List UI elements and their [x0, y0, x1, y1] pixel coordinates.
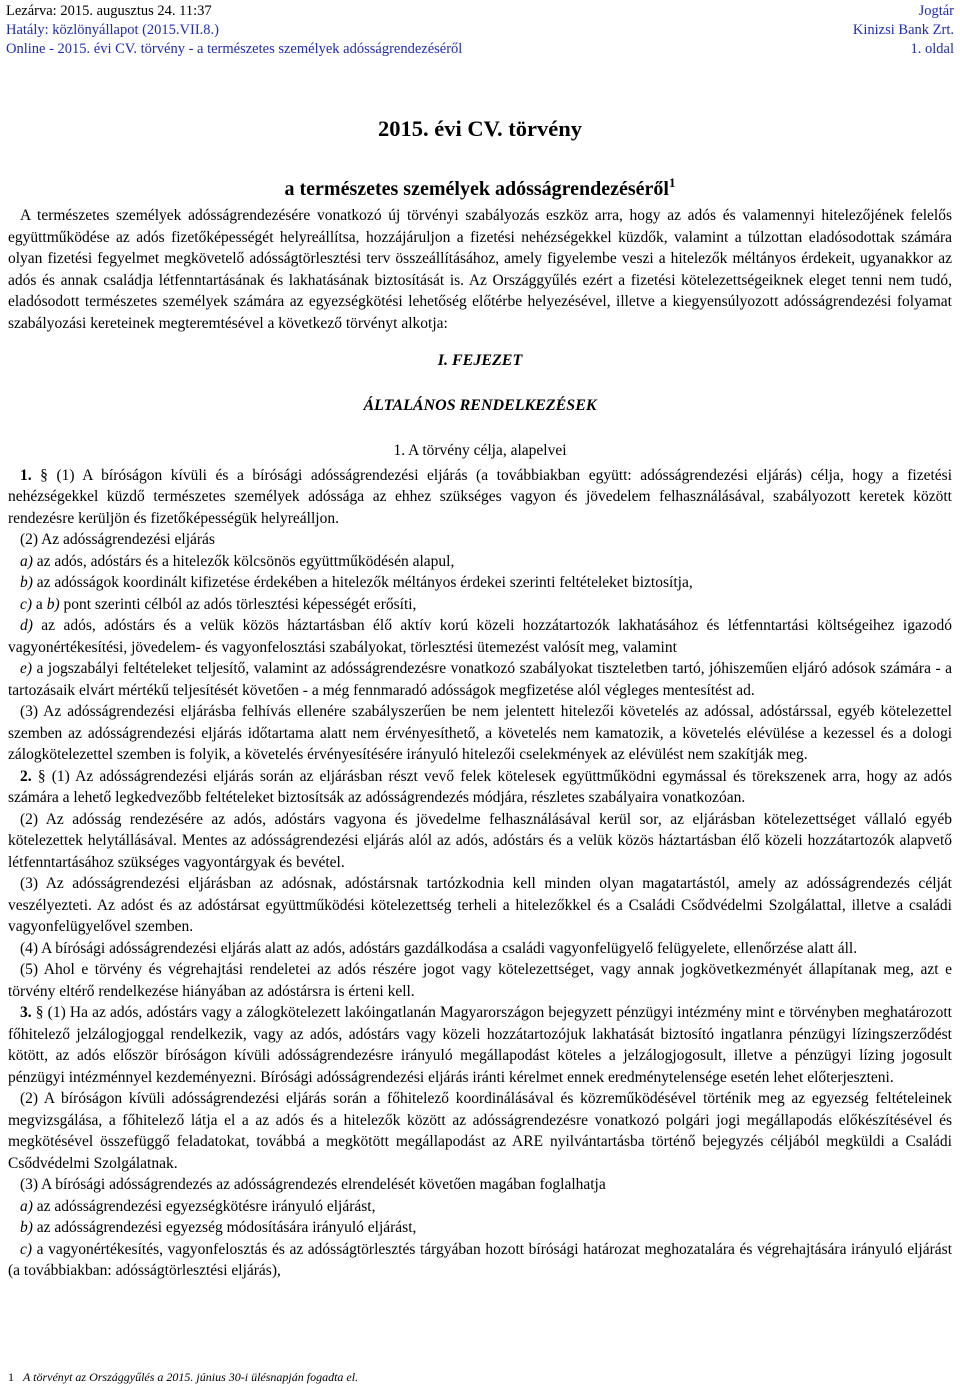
s3-point-b-text: az adósságrendezési egyezség módosítására irányuló eljárást,: [32, 1219, 417, 1236]
s3-paragraph-1: [8, 1002, 952, 1088]
s1-point-d-label: d): [20, 617, 33, 634]
footnote-text: A törvényt az Országgyűlés a 2015. június 30-i ülésnapján fogadta el.: [23, 1370, 359, 1384]
s3-point-c-text: a vagyonértékesítés, vagyonfelosztás és az adósságtörlesztés tárgyában hozott bírósági határozat meghozatalára és végrehajtására irányuló eljárást (a továbbiakban: adósságtörlesztési eljárás),: [8, 1240, 952, 1279]
s1-paragraph-3: (3) Az adósságrendezési eljárásba felhívás ellenére szabályszerűen be nem jelentett hitelezői követelés az adóssal, adóstárssal, egyéb kötelezettel szemben az adósságrendezési eljárás időtartama alatt nem érvényesíthető, a követelés nem kamatozik, a követelés elévülése a kezessel és a dologi zálogkötelezettel szemben is folyik, a követelés érvényesítésére irányuló hitelezői cselekmények az elévülést nem szakítják meg.: [8, 703, 952, 763]
s1-point-b-label: b): [20, 574, 33, 591]
section-title: 1. A törvény célja, alapelvei: [393, 442, 567, 459]
s2-paragraph-2: (2) Az adósság rendezésére az adós, adóstárs vagyona és jövedelme felhasználásával kerül sor, az eljárásban kötelezettséget vállaló egyéb kötelezettek helytállásával. Mentes az adósságrendezési eljárás alól az adós, adóstárs és a velük közös háztartásban élő közeli hozzátartozók alapvető létfenntartásához szükséges vagyontárgyak és bevétel.: [8, 810, 952, 871]
header-left: [6, 2, 462, 59]
s1-point-a-label: a): [20, 552, 33, 570]
s1-point-a-text: az adós, adóstárs és a hitelezők kölcsönös együttműködésén alapul,: [32, 552, 455, 570]
s1-number: 1.: [20, 466, 32, 484]
s2-paragraph-3: (3) Az adósságrendezési eljárásban az adósnak, adóstársnak tartózkodnia kell minden olyan magatartástól, amely az adósságrendezés célját veszélyezteti. Az adóst és az adóstársat együttműködési kötelezettség terheli a hitelezőkkel és a Családi Csődvédelmi Szolgálattal, illetve a családi vagyonfelügyelővel szemben.: [8, 875, 952, 935]
header-closed-date: Lezárva: 2015. augusztus 24. 11:37: [6, 3, 212, 19]
s3-point-a: [8, 1196, 952, 1218]
law-subtitle: [0, 175, 960, 201]
header-right: [853, 2, 954, 59]
s3-point-c-label: c): [20, 1240, 33, 1258]
header-effect-state: Hatály: közlönyállapot (2015.VII.8.): [6, 22, 220, 38]
s1-point-c-label: c): [20, 595, 33, 613]
s1-point-c-text: pont szerinti célból az adós törlesztési képességét erősíti,: [59, 595, 417, 613]
chapter-title: ÁLTALÁNOS RENDELKEZÉSEK: [363, 396, 597, 414]
chapter-number: I. FEJEZET: [437, 352, 523, 369]
law-title: 2015. évi CV. törvény: [378, 116, 582, 141]
s1-point-c-ref: b): [46, 595, 60, 613]
s2-number: 2.: [20, 767, 32, 785]
s3-number: 3.: [20, 1004, 32, 1021]
s1-point-e-text: a jogszabályi feltételeket teljesítő, valamint az adósságrendezésre vonatkozó szabályokat tiszteletben tartó, jóhiszeműen eljáró adósok számára - a tartozásaik elvárt mértékű teljesítését követően - a még fennmaradó adósságok megfizetése alól végleges mentesítést ad.: [8, 660, 952, 699]
s1-point-b: [8, 572, 952, 594]
s1-point-b-text: az adósságok koordinált kifizetése érdekében a hitelezők méltányos érdekei szerinti feltételeket biztosítja,: [32, 574, 693, 591]
s1-point-c: [8, 594, 952, 616]
s2-paragraph-1: [8, 766, 952, 809]
s1-point-e-label: e): [20, 660, 33, 677]
document-body: [8, 205, 952, 1282]
s1-paragraph-1: [8, 465, 952, 530]
header-source: Jogtár: [918, 3, 954, 19]
s1-point-d-text: az adós, adóstárs és a velük közös háztartásban élő aktív korú közeli hozzátartozók lakhatásához és létfenntartási költségeihez igazodó vagyonértékesítési, jövedelem- és vagyonfelosztási szabályokat, törlesztési ütemezést valósít meg, valamint: [8, 617, 952, 656]
s2-paragraph-4: (4) A bírósági adósságrendezési eljárás alatt az adós, adóstárs gazdálkodása a családi vagyonfelügyelő felügyelete, ellenőrzése alatt áll.: [20, 939, 858, 957]
header-organization: Kinizsi Bank Zrt.: [852, 22, 954, 38]
header-page-number: 1. oldal: [910, 41, 954, 57]
s3-paragraph-2: (2) A bíróságon kívüli adósságrendezési eljárás során a főhitelező koordinálásával és közreműködésével történik meg az egyezség feltételeinek megvizsgálása, a főhitelező látja el a az adós és a hitelezők között az adósságrendezésre vonatkozó polgári jogi megállapodás előkészítésével és megkötésével összefüggő feladatokat, továbbá a megkötött megállapodást az ARE nyilvántartásba történő bejegyzés céljából megküldi a Családi Csődvédelmi Szolgálatnak.: [8, 1090, 952, 1172]
footnote-number: 1: [8, 1370, 14, 1384]
s3-point-c: [8, 1239, 952, 1282]
s3-paragraph-3: (3) A bírósági adósságrendezés az adósságrendezés elrendelését követően magában foglalhatja: [20, 1176, 606, 1193]
s1-point-a: [8, 551, 952, 573]
s3-point-a-text: az adósságrendezési egyezségkötésre irányuló eljárást,: [32, 1197, 376, 1215]
s3-point-b: [8, 1217, 952, 1239]
s2-p1-text: § (1) Az adósságrendezési eljárás során az eljárásban részt vevő felek kötelesek együttműködni egymással és törekszenek arra, hogy az adós számára a lehető legkedvezőbb feltételeket biztosítsák az adósságrendezés módjára, részletes szabályaira vonatkozóan.: [8, 767, 952, 806]
s3-p1-text: § (1) Ha az adós, adóstárs vagy a zálogkötelezett lakóingatlanán Magyarországon bejegyzett pénzügyi intézmény mint e törvényben meghatározott főhitelező jelzálogjoggal rendelkezik, vagy az adós, adóstárs vagy közeli hozzátartozójuk lakhatását biztosító ingatlanra pénzügyi lízingszerződést kötött, az adós először bíróságon kívüli adósságrendezésre irányuló megállapodást köteles a jelzálogjogosult, illetve a pénzügyi lízing jogosult pénzügyi intézménnyel kezdeményezni. Bírósági adósságrendezési eljárás iránti kérelmet ennek eredménytelensége esetén lehet előterjeszteni.: [8, 1004, 952, 1086]
s1-point-e: [8, 658, 952, 701]
s1-p1-text: § (1) A bíróságon kívüli és a bírósági adósságrendezési eljárás (a továbbiakban együtt: adósságrendezési eljárás) célja, hogy a fizetési nehézségekkel küzdő természetes személyek adóssága az ehhez szükséges vagyon és jövedelem felhasználásával, szabályozott keretek között rendezésre kerüljön és fizetőképességük helyreálljon.: [8, 466, 952, 527]
s1-paragraph-2: (2) Az adósságrendezési eljárás: [20, 531, 215, 548]
s1-point-d: [8, 615, 952, 658]
s3-point-a-label: a): [20, 1197, 33, 1215]
s2-paragraph-5: (5) Ahol e törvény és végrehajtási rendeletei az adós részére jogot vagy kötelezettséget, vagy annak jogkövetkezményét állapítanak meg, azt e törvény eltérő rendelkezése hiányában az adóstársra is érteni kell.: [8, 961, 952, 1000]
s3-point-b-label: b): [20, 1219, 33, 1236]
footnote-ref[interactable]: 1: [669, 175, 676, 190]
footnote: [8, 1370, 358, 1384]
s1-point-c-pre: a: [32, 595, 47, 613]
header-document-name: Online - 2015. évi CV. törvény - a természetes személyek adósságrendezéséről: [6, 41, 463, 57]
preamble: A természetes személyek adósságrendezésére vonatkozó új törvényi szabályozás eszköz arra, hogy az adós és valamennyi hitelezőjének felelős együttműködése az adós fizetőképességét helyreállítsa, hozzájáruljon a fizetési nehézségekkel küzdők, valamint a túlzottan eladósodottak számára olyan fizetési fegyelmet megkövetelő adósságtörlesztési terv összeállításához, amely figyelembe veszi a hitelezők méltányos érdekeit, ugyanakkor az adós és annak családja létfenntartásának és lakhatásának biztosítását is. Az Országgyűlés ezért a fizetési kötelezettségeiknek eleget tenni nem tudó, eladósodott természetes személyek számára az egyezségkötési lehetőség előtérbe helyezésével, illetve a kiegyensúlyozott adósságrendezési folyamat szabályozási kereteinek megteremtésével a következő törvényt alkotja:: [8, 207, 952, 332]
law-subtitle-text: a természetes személyek adósságrendezéséről: [284, 178, 669, 200]
